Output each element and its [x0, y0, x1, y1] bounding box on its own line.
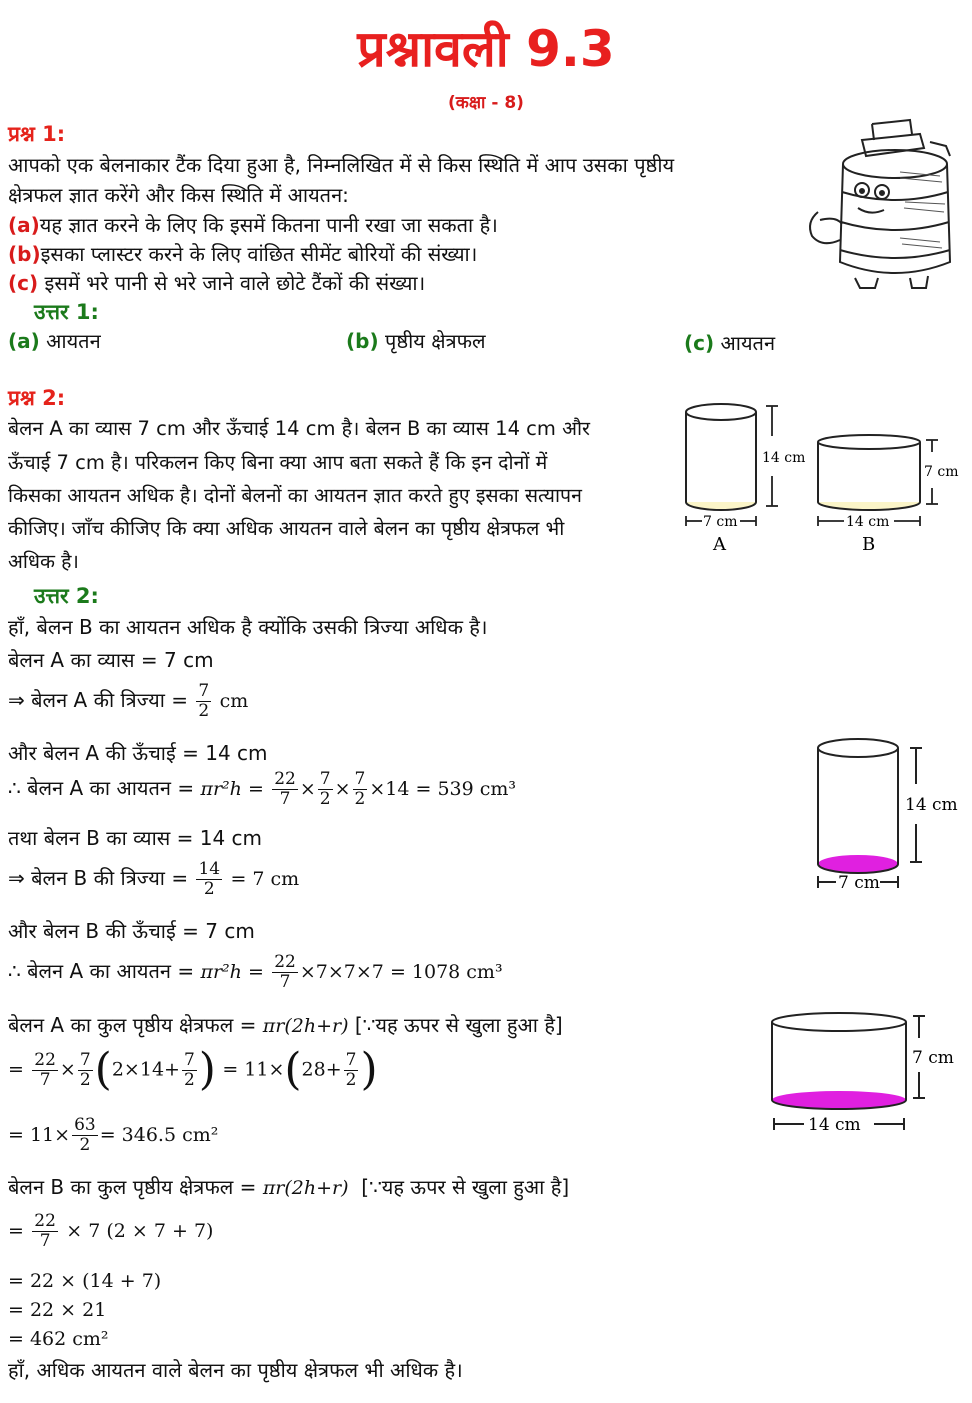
answer-2-line-13 [8, 1172, 569, 1203]
cylinder-a-diameter: 7 cm [838, 873, 880, 893]
cylinder-a-height: 14 cm [905, 795, 958, 815]
question-2-line-4: कीजिए। जाँच कीजिए कि क्या अधिक आयतन वाले बेलन का पृष्ठीय क्षेत्रफल भी [8, 517, 565, 540]
surface-a-fraction-1: $\frac{22}{7}$ [34, 1049, 56, 1090]
class-label: (कक्षा - 8) [448, 93, 524, 113]
cylinder-a-height-label: 14 cm [762, 450, 806, 466]
surface-a-note: [∵यह ऊपर से खुला हुआ है] [354, 1013, 563, 1037]
answer-1-c [684, 328, 775, 358]
answer-2-line-4: और बेलन A की ऊँचाई = 14 cm [8, 741, 268, 765]
surface-a-formula: πr(2h+r) [262, 1015, 349, 1037]
answer-2-line-10 [8, 1010, 563, 1041]
surface-b-step-1: × 7 (2 × 7 + 7) [66, 1220, 214, 1242]
answer-2-line-16: = 22 × 21 [8, 1299, 107, 1321]
question-2-line-2: ऊँचाई 7 cm है। परिकलन किए बिना क्या आप बता सकते हैं कि इन दोनों में [8, 451, 548, 474]
question-1-heading: प्रश्न 1: [8, 122, 66, 146]
answer-2-line-15: = 22 × (14 + 7) [8, 1270, 162, 1292]
answer-2-heading: उत्तर 2: [34, 584, 99, 608]
volume-a-fraction-1: $\frac{22}{7}$ [274, 769, 296, 809]
answer-2-line-7 [8, 860, 299, 899]
surface-b-text: बेलन B का कुल पृष्ठीय क्षेत्रफल = [8, 1175, 257, 1199]
cylinder-b-answer-figure [766, 1006, 972, 1140]
tank-cartoon-illustration [800, 112, 960, 292]
question-1-line-1: आपको एक बेलनाकार टैंक दिया हुआ है, निम्नलिखित में से किस स्थिति में आप उसका पृष्ठीय [8, 153, 675, 177]
answer-2-line-3 [8, 682, 248, 721]
cylinder-a-name: A [713, 534, 726, 555]
answer-2-line-6: तथा बेलन B का व्यास = 14 cm [8, 826, 263, 850]
cylinder-a-answer-figure [810, 732, 972, 896]
answer-1-b [346, 326, 486, 356]
option-c-label: (c) [8, 271, 39, 295]
cylinder-b-diameter: 14 cm [808, 1115, 861, 1135]
cylinder-b-shape [818, 435, 920, 510]
answer-2-line-8: और बेलन B की ऊँचाई = 7 cm [8, 919, 255, 943]
answer-2-line-14: = $\frac{22}{7}$ × 7 (2 × 7 + 7) [8, 1211, 214, 1251]
answer-2-line-2: बेलन A का व्यास = 7 cm [8, 648, 214, 672]
answer-2-line-12 [8, 1116, 218, 1155]
option-b-text: इसका प्लास्टर करने के लिए वांछित सीमेंट बोरियों की संख्या। [40, 242, 478, 266]
question-1-option-a [8, 210, 498, 240]
cylinder-b-width-label: 14 cm [846, 514, 890, 530]
volume-a-text: ∴ बेलन A का आयतन = [8, 776, 195, 800]
surface-b-fraction: $\frac{22}{7}$ [34, 1211, 56, 1251]
surface-a-step: = 11× [8, 1124, 71, 1146]
volume-b-text: ∴ बेलन A का आयतन = [8, 959, 195, 983]
question-2-line-1: बेलन A का व्यास 7 cm और ऊँचाई 14 cm है। बेलन B का व्यास 14 cm और [8, 417, 591, 440]
surface-a-fraction-4: $\frac{7}{2}$ [345, 1049, 357, 1090]
answer-1-a [8, 326, 101, 356]
cylinder-b-height-label: 7 cm [924, 464, 959, 480]
surface-b-note: [∵यह ऊपर से खुला हुआ है] [361, 1175, 570, 1199]
volume-b-formula: πr²h = [200, 961, 264, 983]
answer-1-b-text: पृष्ठीय क्षेत्रफल [384, 329, 486, 353]
answer-2-line-9 [8, 953, 503, 992]
option-b-label: (b) [8, 242, 41, 266]
answer-2-line-1: हाँ, बेलन B का आयतन अधिक है क्योंकि उसकी त्रिज्या अधिक है। [8, 615, 488, 639]
answer-1-a-label: (a) [8, 329, 40, 353]
question-2-cylinders-figure [680, 396, 970, 562]
option-a-label: (a) [8, 213, 40, 237]
surface-a-inner-2: 28+ [301, 1058, 342, 1081]
surface-a-result: = 346.5 cm² [99, 1124, 219, 1146]
radius-a-fraction: $\frac{7}{2}$ [198, 681, 210, 721]
cylinder-b-height: 7 cm [912, 1048, 954, 1068]
option-c-text: इसमें भरे पानी से भरे जाने वाले छोटे टैंकों की संख्या। [44, 271, 426, 295]
question-1-option-b [8, 239, 477, 269]
question-2-line-5: अधिक है। [8, 550, 79, 573]
page-title: प्रश्नावली 9.3 [357, 20, 615, 78]
volume-a-fraction-2: $\frac{7}{2}$ [319, 769, 331, 809]
cylinder-b-name: B [862, 534, 876, 555]
option-a-text: यह ज्ञात करने के लिए कि इसमें कितना पानी रखा जा सकता है। [39, 213, 498, 237]
answer-1-heading: उत्तर 1: [34, 300, 99, 324]
volume-b-fraction: $\frac{22}{7}$ [274, 952, 296, 992]
cylinder-a-width-label: 7 cm [703, 514, 738, 530]
answer-2-line-18: हाँ, अधिक आयतन वाले बेलन का पृष्ठीय क्षेत्रफल भी अधिक है। [8, 1358, 463, 1382]
volume-a-fraction-3: $\frac{7}{2}$ [354, 769, 366, 809]
cylinder-a-shape [686, 404, 756, 510]
surface-a-inner: 2×14+ [111, 1058, 180, 1081]
question-2-heading: प्रश्न 2: [8, 386, 66, 410]
question-1-line-2: क्षेत्रफल ज्ञात करेंगे और किस स्थिति में आयतन: [8, 183, 349, 207]
answer-1-c-label: (c) [684, 331, 715, 355]
answer-2-line-5: ∴ बेलन A का आयतन = πr²h = $\frac{22}{7}$ × $\frac{7}{2}$ × $\frac{7}{2}$ ×14 = 539 cm³ [8, 769, 517, 809]
question-2-line-3: किसका आयतन अधिक है। दोनों बेलनों का आयतन ज्ञात करते हुए इसका सत्यापन [8, 484, 582, 507]
radius-b-text: ⇒ बेलन B की त्रिज्या = [8, 866, 189, 890]
volume-b-result: ×7×7×7 = 1078 cm³ [299, 961, 503, 983]
surface-a-fraction-5: $\frac{63}{2}$ [74, 1115, 96, 1155]
volume-a-formula: πr²h = [200, 778, 264, 800]
radius-a-unit: cm [219, 690, 249, 712]
radius-b-result: = 7 cm [230, 868, 300, 890]
answer-1-a-text: आयतन [46, 329, 101, 353]
answer-1-b-label: (b) [346, 329, 379, 353]
surface-b-formula: πr(2h+r) [262, 1177, 349, 1199]
volume-a-result: ×14 = 539 cm³ [369, 778, 517, 800]
radius-b-fraction: $\frac{14}{2}$ [198, 859, 221, 899]
radius-a-text: ⇒ बेलन A की त्रिज्या = [8, 688, 189, 712]
surface-a-fraction-3: $\frac{7}{2}$ [183, 1049, 195, 1090]
answer-2-line-17: = 462 cm² [8, 1328, 109, 1350]
surface-a-fraction-2: $\frac{7}{2}$ [79, 1049, 91, 1090]
question-1-option-c [8, 268, 425, 298]
surface-a-text: बेलन A का कुल पृष्ठीय क्षेत्रफल = [8, 1013, 257, 1037]
surface-a-mid: = 11× [222, 1058, 285, 1081]
answer-1-c-text: आयतन [720, 331, 776, 355]
answer-2-line-11: = $\frac{22}{7}$ × $\frac{7}{2}$ (2×14+ $\frac{7}{2}$ ) = 11×(28+ $\frac{7}{2}$ ) [8, 1044, 378, 1095]
